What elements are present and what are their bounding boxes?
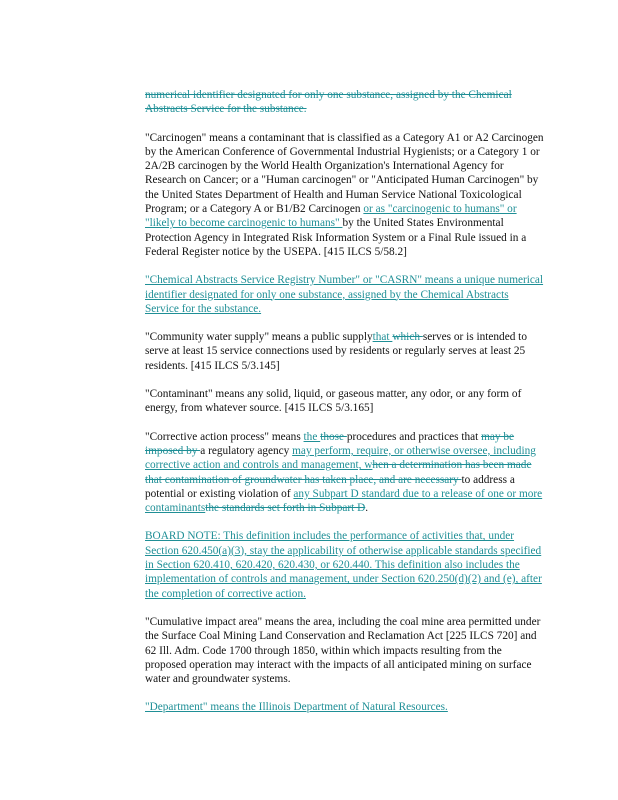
- deleted-text: numerical identifier designated for only one substance, assigned by the Chemical Abstracts Service for the substance.: [145, 89, 512, 116]
- document-body: [145, 88, 545, 729]
- paragraph: [145, 430, 545, 516]
- body-text: to address a potential or existing violation of: [145, 473, 515, 500]
- deleted-text: those: [320, 430, 347, 443]
- body-text: "Cumulative impact area" means the area, including the coal mine area permitted under the Surface Coal Mining Land Conservation and Reclamation Act [225 ILCS 720] and 62 Ill. Adm. Code 1700 through 1850, within which impacts resulting from the proposed operation may interact with the impacts of all anticipated mining on surface water and groundwater systems.: [145, 615, 541, 686]
- body-text: "Corrective action process" means: [145, 430, 304, 443]
- inserted-text: or as "carcinogenic to humans" or "likely to become carcinogenic to humans": [145, 203, 517, 230]
- inserted-text: "Department" means the Illinois Department of Natural Resources.: [145, 701, 448, 714]
- inserted-text: may perform, require, or otherwise oversee, including corrective action and controls and management, w: [145, 444, 536, 472]
- body-text: .: [365, 502, 369, 515]
- body-text: procedures and practices that: [346, 430, 482, 443]
- paragraph: [145, 273, 545, 316]
- deleted-text: which: [392, 331, 423, 344]
- inserted-text: BOARD NOTE: This definition includes the performance of activities that, under Section 620.450(a)(3), stay the applicability of otherwise applicable standards specified in Section 620.410, 620.420, 620.430, or 620.440. This definition also includes the implementation of controls and management, under Section 620.250(d)(2) and (e), after the completion of corrective action.: [145, 530, 542, 600]
- inserted-text: any Subpart D standard due to a release of one or more contaminants: [145, 487, 543, 515]
- paragraph: [145, 330, 545, 373]
- body-text: "Contaminant" means any solid, liquid, or gaseous matter, any odor, or any form of energy, from whatever source. [415 ILCS 5/3.165]: [145, 388, 522, 415]
- paragraph: [145, 615, 545, 686]
- inserted-text: that: [372, 331, 393, 344]
- inserted-text: the: [303, 430, 321, 443]
- body-text: a regulatory agency: [200, 444, 293, 457]
- paragraph: [145, 88, 545, 117]
- deleted-text: hen a determination has been made that contamination of groundwater has taken place, and are necessary: [145, 459, 532, 486]
- body-text: by the United States Environmental Protection Agency in Integrated Risk Information System or a Final Rule issued in a Federal Register notice by the USEPA. [415 ILCS 5/58.2]: [145, 217, 527, 258]
- paragraph: [145, 700, 545, 714]
- body-text: "Carcinogen" means a contaminant that is classified as a Category A1 or A2 Carcinogen by the American Conference of Governmental Industrial Hygienists; or a Category 1 or 2A/2B carcinogen by the World Health Organization's International Agency for Research on Cancer; or a "Human carcinogen" or "Anticipated Human Carcinogen" by the United States Department of Health and Human Service National Toxicological Program; or a Category A or B1/B2 Carcinogen: [145, 131, 544, 216]
- deleted-text: the standards set forth in Subpart D: [205, 502, 366, 515]
- paragraph: [145, 131, 545, 260]
- deleted-text: may be imposed by: [145, 430, 515, 457]
- body-text: serves or is intended to serve at least 15 service connections used by residents or regularly serves at least 25 residents. [415 ILCS 5/3.145]: [145, 331, 527, 372]
- body-text: "Community water supply" means a public supply: [145, 331, 373, 344]
- inserted-text: "Chemical Abstracts Service Registry Number" or "CASRN" means a unique numerical identifier designated for only one substance, assigned by the Chemical Abstracts Service for the substance.: [145, 274, 544, 315]
- paragraph: [145, 387, 545, 416]
- paragraph: [145, 529, 545, 600]
